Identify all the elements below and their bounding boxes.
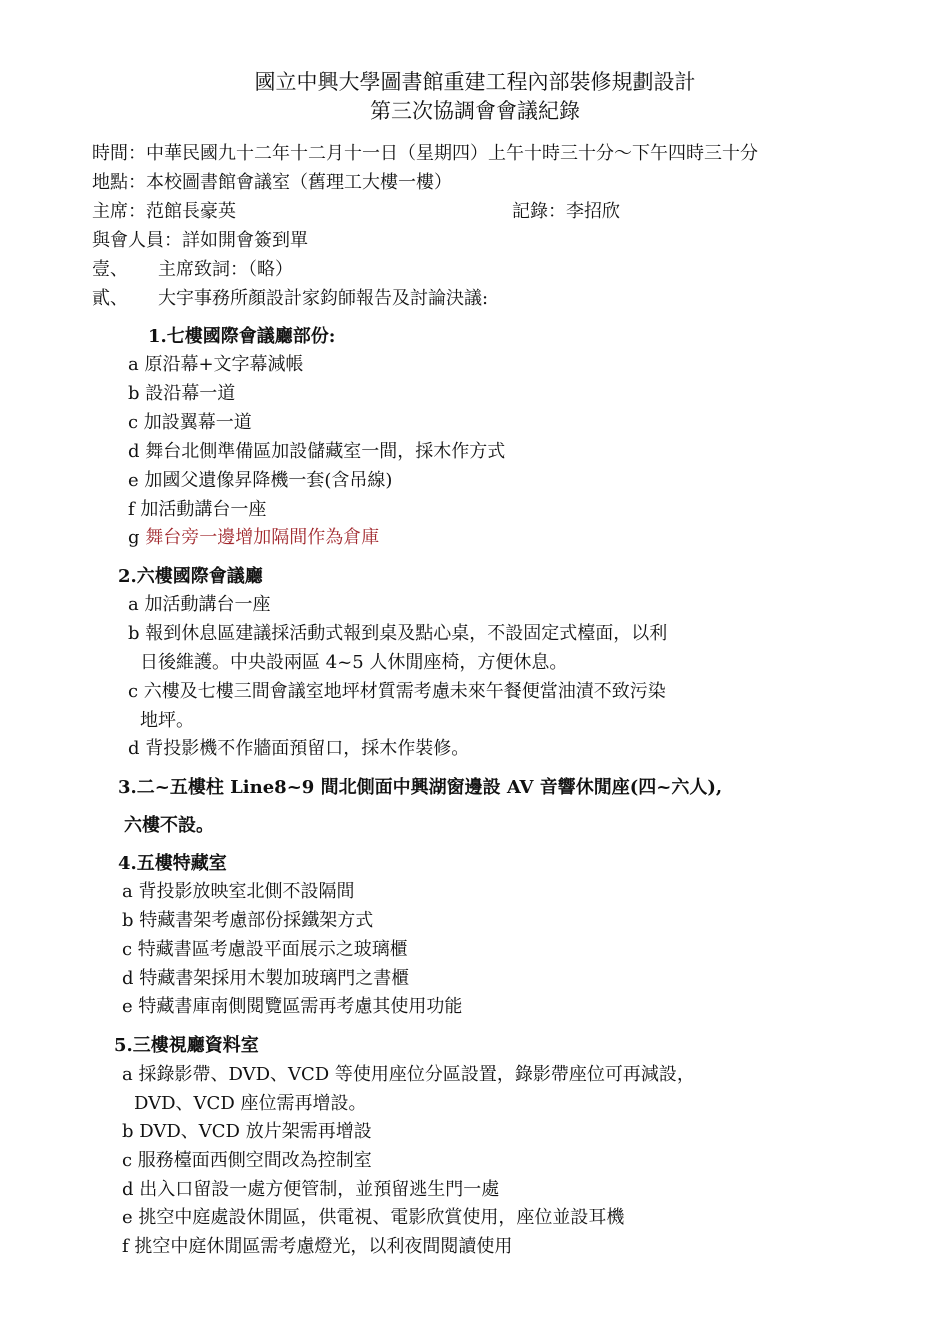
section-4-heading: 4.五樓特藏室 [118,853,227,874]
agenda-item-2-text: 大宇事務所顏設計家鈞師報告及討論決議: [158,288,489,309]
section-1-item-d: d 舞台北側準備區加設儲藏室一間，採木作方式 [128,441,506,462]
section-2-item-b-line1: b 報到休息區建議採活動式報到桌及點心桌，不設固定式檯面，以利 [128,623,668,644]
section-4-item-b: b 特藏書架考慮部份採鐵架方式 [122,910,374,931]
section-1-item-e: e 加國父遺像昇降機一套(含吊線) [128,470,393,491]
section-2-heading: 2.六樓國際會議廳 [118,566,263,587]
section-5-item-a-line2: DVD、VCD 座位需再增設。 [134,1093,367,1114]
section-2-item-d: d 背投影機不作牆面預留口，採木作裝修。 [128,738,470,759]
section-2-item-c-line2: 地坪。 [140,710,194,731]
meeting-chair: 主席：范館長豪英 [92,201,236,222]
meeting-time: 時間：中華民國九十二年十二月十一日（星期四）上午十時三十分～下午四時三十分 [92,143,758,164]
section-3-heading-cont: 六樓不設。 [124,815,214,836]
section-5-heading: 5.三樓視廳資料室 [114,1035,259,1056]
section-1-heading: 1.七樓國際會議廳部份: [148,326,336,347]
section-4-item-c: c 特藏書區考慮設平面展示之玻璃櫃 [122,939,408,960]
section-4-item-a: a 背投影放映室北側不設隔間 [122,881,355,902]
section-2-item-a: a 加活動講台一座 [128,594,271,615]
section-5-item-a-line1: a 採錄影帶、DVD、VCD 等使用座位分區設置，錄影帶座位可再減設， [122,1064,695,1085]
section-1-item-b: b 設沿幕一道 [128,383,236,404]
agenda-item-1-text: 主席致詞：（略） [158,259,293,280]
section-5-item-c: c 服務檯面西側空間改為控制室 [122,1150,372,1171]
section-5-item-e: e 挑空中庭處設休閒區，供電視、電影欣賞使用，座位並設耳機 [122,1207,625,1228]
section-2-item-c-line1: c 六樓及七樓三間會議室地坪材質需考慮未來午餐便當油漬不致污染 [128,681,666,702]
document-title: 國立中興大學圖書館重建工程內部裝修規劃設計 [254,70,696,94]
section-3-heading: 3.二~五樓柱 Line8~9 間北側面中興湖窗邊設 AV 音響休閒座(四~六人), [118,777,723,798]
meeting-attendees: 與會人員：詳如開會簽到單 [92,230,308,251]
section-2-item-b-line2: 日後維護。中央設兩區 4~5 人休閒座椅，方便休息。 [140,652,568,673]
section-1-item-c: c 加設翼幕一道 [128,412,252,433]
section-1-item-g-text: 舞台旁一邊增加隔間作為倉庫 [145,527,380,548]
section-5-item-f: f 挑空中庭休閒區需考慮燈光，以利夜間閱讀使用 [122,1236,513,1257]
section-4-item-d: d 特藏書架採用木製加玻璃門之書櫃 [122,968,410,989]
agenda-item-1-number: 壹、 [92,259,128,280]
section-1-item-g-prefix: g [128,527,146,548]
section-1-item-a: a 原沿幕+文字幕減帳 [128,354,304,375]
section-1-item-f: f 加活動講台一座 [128,499,267,520]
section-1-item-g [128,526,379,550]
section-4-item-e: e 特藏書庫南側閱覽區需再考慮其使用功能 [122,996,463,1017]
section-5-item-b: b DVD、VCD 放片架需再增設 [122,1121,372,1142]
section-5-item-d: d 出入口留設一處方便管制，並預留逃生門一處 [122,1179,500,1200]
meeting-recorder: 記錄：李招欣 [512,201,620,222]
agenda-item-2-number: 貳、 [92,288,128,309]
meeting-place: 地點：本校圖書館會議室（舊理工大樓一樓） [92,172,452,193]
document-subtitle: 第三次協調會會議紀錄 [370,99,580,123]
